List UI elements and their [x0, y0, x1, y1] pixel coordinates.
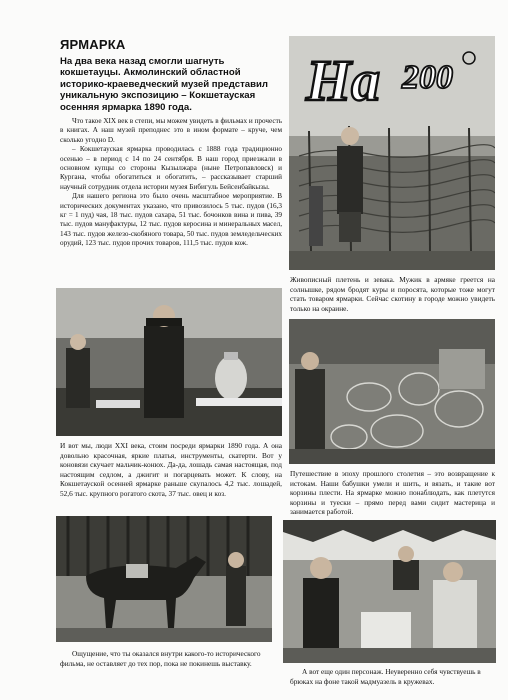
photo-samovar-people — [56, 288, 282, 436]
caption-photo2: И вот мы, люди XXI века, стоим посреди ярмарки 1890 года. А она довольно красочная, яркие платья, инструменты, скатерти. Вот у коновязи скучает мальчик-конюх. Да-да, лошадь самая настоящая, под настоящим седлом, а джигит и погарцевать может. К слову, на Кокшетауской осенней ярмарке раньше скупалось 4,2 тыс. лошадей, 52,6 тыс. крупного рогатого скота, 37 тыс. овец и коз. — [60, 441, 282, 498]
svg-text:На: На — [306, 48, 381, 113]
photo-horse — [56, 516, 272, 642]
body-paragraph-3: Для нашего региона это было очень масштабное мероприятие. В исторических документах указано, что привозилось 5 тыс. пудов (16,3 кг = 1 пуд) чая, 18 тыс. пудов сахара, 51 тыс. бочонков вина и пива, 39 тыс. пудов мануфактуры, 12 тыс. пудов керосина и минеральных масел, 143 тыс. пудов железо-скобяного товара, 50 тыс. пудов земледельческих орудий, 123 тыс. пудов прочих товаров, 111,5 тыс. пудов кож. — [60, 192, 282, 248]
caption-photo3: Путешествие в эпоху прошлого столетия – это возвращение к истокам. Наши бабушки умели и шить, и вязать, и такие вот корзины плести. На ярмарке можно понаблюдать, как плетутся корзины и туески – прямо перед вами сидит мастерица и занимается работой. — [290, 469, 495, 517]
caption-photo5: А вот еще один персонаж. Неуверенно себя чувствуешь в брюках на фоне такой мадмуазель в кружевах. — [290, 667, 481, 686]
article-body — [60, 117, 282, 249]
badge-200-graphic — [302, 40, 482, 118]
photo-baskets — [289, 319, 495, 464]
photo-two-people — [283, 520, 496, 663]
article-lead — [60, 56, 282, 113]
body-paragraph-2: – Кокшетауская ярмарка проводилась с 1888 года традиционно осенью – в период с 14 по 24 сентября. В наш город приезжали в основном купцы со стороны Кызылжара (ныне Петропавловск) и Кургана, чтобы обогатиться и обогатить, – рассказывает старший научный сотрудник отдела истории музея Бибигуль Бейсенбайкызы. — [60, 145, 282, 191]
lead-text: На два века назад смогли шагнуть кокшетауцы. Акмолинский областной историко-краеведческий музей представил уникальную экспозицию – Кокшетауская осенняя ярмарка 1890 года. — [60, 56, 268, 113]
article-heading: ЯРМАРКА — [60, 37, 126, 52]
body-paragraph-1: Что такое XIX век в степи, мы можем увидеть в фильмах и прочесть в книгах. А наш музей преподнес это в ином формате – круче, чем сколько угодно D. — [60, 117, 282, 144]
badge-200 — [302, 40, 482, 118]
caption-photo1: Живописный плетень и зевака. Мужик в армяке греется на солнышке, рядом бродят куры и поросята, которые тоже могут стать товаром ярмарки. Сейчас скотину в городе можно увидеть только на окраине. — [290, 275, 495, 313]
caption-photo4: Ощущение, что ты оказался внутри какого-то исторического фильма, не оставляет до тех пор, пока не покинешь выставку. — [60, 649, 261, 668]
svg-text:200: 200 — [402, 59, 453, 96]
